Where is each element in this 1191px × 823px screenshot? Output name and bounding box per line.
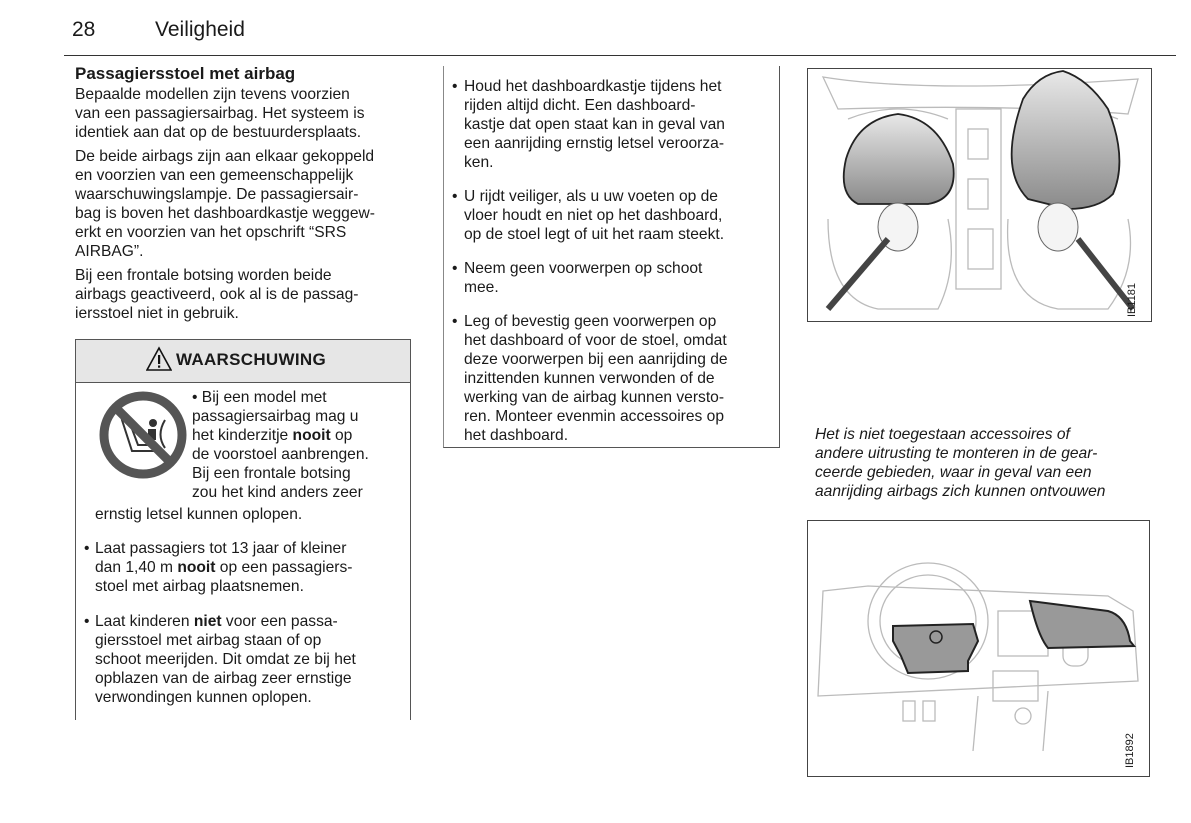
- section-heading: Passagiersstoel met airbag: [75, 64, 296, 83]
- text-line: bag is boven het dashboardkastje weggew-: [75, 205, 375, 222]
- text-line: [95, 577, 304, 596]
- text-line: Houd het dashboardkastje tijdens het: [464, 78, 722, 95]
- text-segment: de voorstoel aanbrengen.: [192, 446, 369, 463]
- text-line: [192, 388, 327, 407]
- text-line: vloer houdt en niet op het dashboard,: [464, 207, 723, 224]
- text-line: andere uitrusting te monteren in de gear-: [815, 445, 1098, 462]
- text-segment: Bij een frontale botsing: [192, 465, 351, 482]
- text-line: [95, 539, 346, 558]
- text-segment: schoot meerijden. Dit omdat ze bij het: [95, 651, 356, 668]
- bullet-icon: •: [84, 613, 90, 630]
- text-segment: stoel met airbag plaatsnemen.: [95, 578, 304, 595]
- text-segment: het kinderzitje: [192, 427, 293, 444]
- text-line: [192, 426, 352, 445]
- text-line: op de stoel legt of uit het raam steekt.: [464, 226, 725, 243]
- text-line: waarschuwingslampje. De passagiersair-: [75, 186, 359, 203]
- page-number: 28: [72, 18, 96, 41]
- text-line: erkt en voorzien van het opschrift “SRS: [75, 224, 347, 241]
- figure-dashboard-airbags: [807, 520, 1150, 777]
- figure-code: IB1892: [1124, 733, 1136, 768]
- text-line: Bepaalde modellen zijn tevens voorzien: [75, 86, 350, 103]
- text-segment: dan 1,40 m: [95, 559, 178, 576]
- text-line: identiek aan dat op de bestuurdersplaats.: [75, 124, 362, 141]
- text-line: rijden altijd dicht. Een dashboard-: [464, 97, 696, 114]
- bullet-icon: •: [452, 313, 458, 330]
- text-line: en voorzien van een gemeenschappelijk: [75, 167, 354, 184]
- bullet-icon: •: [452, 188, 458, 205]
- text-segment: zou het kind anders zeer: [192, 484, 363, 501]
- text-line: ren. Monteer evenmin accessoires op: [464, 408, 725, 425]
- text-line: [95, 669, 352, 688]
- text-segment: Laat kinderen: [95, 613, 194, 630]
- text-line: Leg of bevestig geen voorwerpen op: [464, 313, 717, 330]
- no-child-seat-icon: [98, 390, 188, 480]
- figure-airbags-deployed: [807, 68, 1152, 322]
- text-line: aanrijding airbags zich kunnen ontvouwen: [815, 483, 1106, 500]
- text-line: [95, 631, 321, 650]
- text-line: ceerde gebieden, waar in geval van een: [815, 464, 1092, 481]
- text-segment: op een passagiers-: [215, 559, 353, 576]
- text-line: werking van de airbag kunnen versto-: [464, 389, 725, 406]
- text-segment: opblazen van de airbag zeer ernstige: [95, 670, 352, 687]
- text-line: ken.: [464, 154, 494, 171]
- text-line: inzittenden kunnen verwonden of de: [464, 370, 715, 387]
- text-line: De beide airbags zijn aan elkaar gekoppeld: [75, 148, 375, 165]
- text-line: het dashboard.: [464, 427, 569, 444]
- text-line: [192, 464, 351, 483]
- bullet-icon: •: [84, 540, 90, 557]
- text-line: iersstoel niet in gebruik.: [75, 305, 239, 322]
- text-line: [95, 612, 338, 631]
- warning-triangle-icon: [146, 346, 172, 372]
- emphasis: niet: [193, 613, 222, 630]
- dashboard-illustration: [808, 521, 1149, 776]
- emphasis: nooit: [177, 559, 216, 576]
- text-segment: passagiersairbag mag u: [192, 408, 359, 425]
- text-segment: ernstig letsel kunnen oplopen.: [95, 506, 303, 523]
- text-line: airbags geactiveerd, ook al is de passag-: [75, 286, 359, 303]
- bullet-icon: •: [452, 78, 458, 95]
- text-line: [192, 407, 358, 426]
- text-line: het dashboard of voor de stoel, omdat: [464, 332, 727, 349]
- text-line: een aanrijding ernstig letsel veroorza-: [464, 135, 725, 152]
- section-title: Veiligheid: [155, 18, 245, 41]
- text-line: Bij een frontale botsing worden beide: [75, 267, 332, 284]
- text-segment: voor een passa-: [221, 613, 338, 630]
- text-line: [95, 650, 356, 669]
- text-line: AIRBAG”.: [75, 243, 144, 260]
- text-line: [95, 688, 312, 707]
- text-line: deze voorwerpen bij een aanrijding de: [464, 351, 728, 368]
- text-segment: • Bij een model met: [192, 389, 327, 406]
- text-line: van een passagiersairbag. Het systeem is: [75, 105, 365, 122]
- text-line: [95, 505, 302, 524]
- airbags-deployed-illustration: [808, 69, 1151, 321]
- warning-header: [76, 340, 410, 383]
- text-line: Neem geen voorwerpen op schoot: [464, 260, 703, 277]
- text-segment: Laat passagiers tot 13 jaar of kleiner: [95, 540, 347, 557]
- text-line: Het is niet toegestaan accessoires of: [815, 426, 1070, 443]
- emphasis: nooit: [292, 427, 331, 444]
- text-segment: verwondingen kunnen oplopen.: [95, 689, 312, 706]
- text-line: [192, 445, 369, 464]
- text-line: mee.: [464, 279, 499, 296]
- warning-title: WAARSCHUWING: [176, 350, 326, 369]
- text-line: [192, 483, 363, 502]
- text-line: kastje dat open staat kan in geval van: [464, 116, 725, 133]
- text-line: [95, 558, 352, 577]
- text-segment: giersstoel met airbag staan of op: [95, 632, 322, 649]
- text-segment: op: [330, 427, 353, 444]
- figure-code: IB1181: [1126, 282, 1138, 317]
- text-line: U rijdt veiliger, als u uw voeten op de: [464, 188, 718, 205]
- bullet-icon: •: [452, 260, 458, 277]
- header-rule: [64, 55, 1176, 56]
